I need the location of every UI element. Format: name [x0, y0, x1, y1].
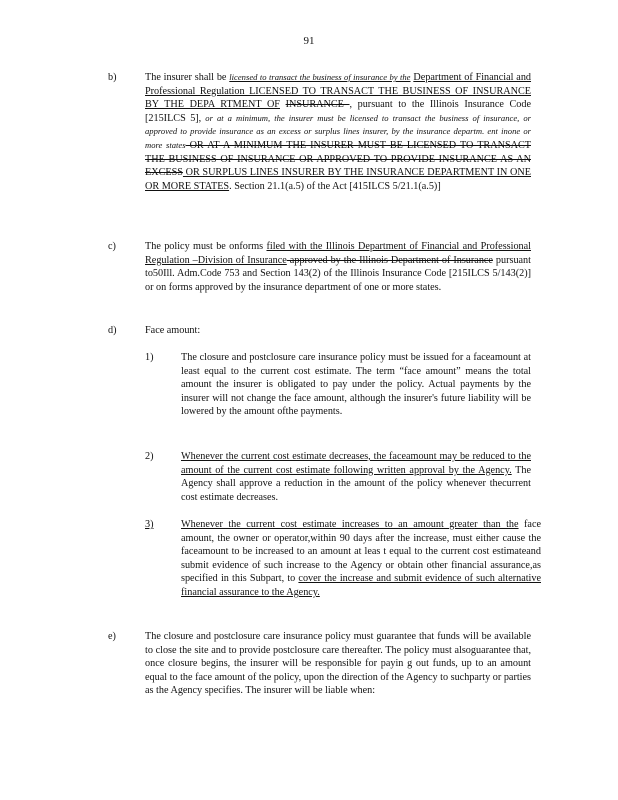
item-c-text [145, 240, 531, 294]
item-d3-part2: face amount, the owner or operator,within 90 days after the increase, must either cause the faceamount to be increased to an amount at leas t equal to the current cost estimateand submit evidence of such increase to the Agency or obtain other financial assurance,as specified in this Subpart, to [181, 519, 541, 585]
item-d3-part1: Whenever the current cost estimate increases to an amount greater than the [181, 519, 519, 530]
item-b-part5: , pursuant to the Illinois Insurance Code [215ILCS 5], [145, 99, 532, 124]
item-d1-text: The closure and postclosure care insurance policy must be issued for a faceamount at least equal to the current cost estimate. The term “face amount” means the total amount the insurer is obligated to pay under the policy. Actual payments by the insurer will not change the face amount, although the insurer's future liability will be lowered by the amount ofthe payments. [181, 352, 531, 418]
item-d2-label: 2) [145, 451, 154, 462]
item-d2-part2: The Agency shall approve a reduction in the amount of the policy whenever thecurrent cost estimate decreases. [181, 464, 531, 503]
item-b-part1: The insurer shall be [145, 72, 230, 83]
item-b-part6: or at a minimum, the insurer must be licensed to transact the business of insurance, or approved to provide insurance as an excess or surplus lines insurer, by the insurance departm. ent inone or more states [145, 112, 531, 150]
item-e-text: The closure and postclosure care insurance policy must guarantee that funds will be available to close the site and to provide postclosure care thereafter. The policy must alsoguarantee that, once closure begins, the insurer will be responsible for payin g out funds, up to an amount equal to the face amount of the policy, upon the direction of the Agency to suchparty or parties as the Agency specifies. The insurer will be liable when: [145, 631, 531, 697]
item-d1-label: 1) [145, 352, 154, 363]
item-d-heading: Face amount: [145, 325, 201, 336]
item-c-part2: filed with the Illinois Department of Financial and Professional Regulation –Division of Insurance [145, 241, 532, 266]
item-d3-text [181, 518, 541, 600]
item-d2-text [181, 450, 531, 504]
item-b-part3: Department of Financial and Professional Regulation LICENSED TO TRANSACT THE BUSINESS OF INSURANCE BY THE DEPA RTMENT OF [145, 72, 532, 111]
item-d3-part3: cover the increase and submit evidence of such alternative financial assurance to the Agency. [181, 573, 541, 598]
item-c-part4: pursuant to50Ill. Adm.Code 753 and Section 143(2) of the Illinois Insurance Code [215ILCS 5/143(2)] or on forms approved by the insurance department of one or more states. [145, 254, 531, 293]
item-d3-label: 3) [145, 519, 154, 530]
item-d2-part1: Whenever the current cost estimate decreases, the faceamount may be reduced to the amount of the current cost estimate following written approval by the Agency. [181, 451, 531, 476]
item-b-text [145, 71, 531, 193]
item-label-d: d) [108, 325, 117, 336]
item-c-part3: approved by the Illinois Department of Insurance [286, 254, 493, 266]
item-b-part9: . Section 21.1(a.5) of the Act [415ILCS 5/21.1(a.5)] [229, 180, 441, 192]
item-label-b: b) [108, 72, 117, 83]
item-b-part4: INSURANCE [285, 99, 350, 111]
item-label-c: c) [108, 241, 116, 252]
page-number: 91 [303, 35, 315, 47]
item-label-e: e) [108, 631, 116, 642]
item-b-part2: licensed to transact the business of insurance by the [229, 72, 411, 82]
item-b-part8: OR SURPLUS LINES INSURER BY THE INSURANCE DEPARTMENT IN ONE OR MORE STATES [145, 167, 531, 192]
item-c-part1: The policy must be onforms [145, 241, 267, 252]
item-b-part7: OR AT A MINIMUM THE INSURER MUST BE LICENSED TO TRANSACT THE BUSINESS OF INSURANCE OR APPROVED TO PROVIDE INSURANCE AS AN EXCESS [145, 139, 531, 179]
